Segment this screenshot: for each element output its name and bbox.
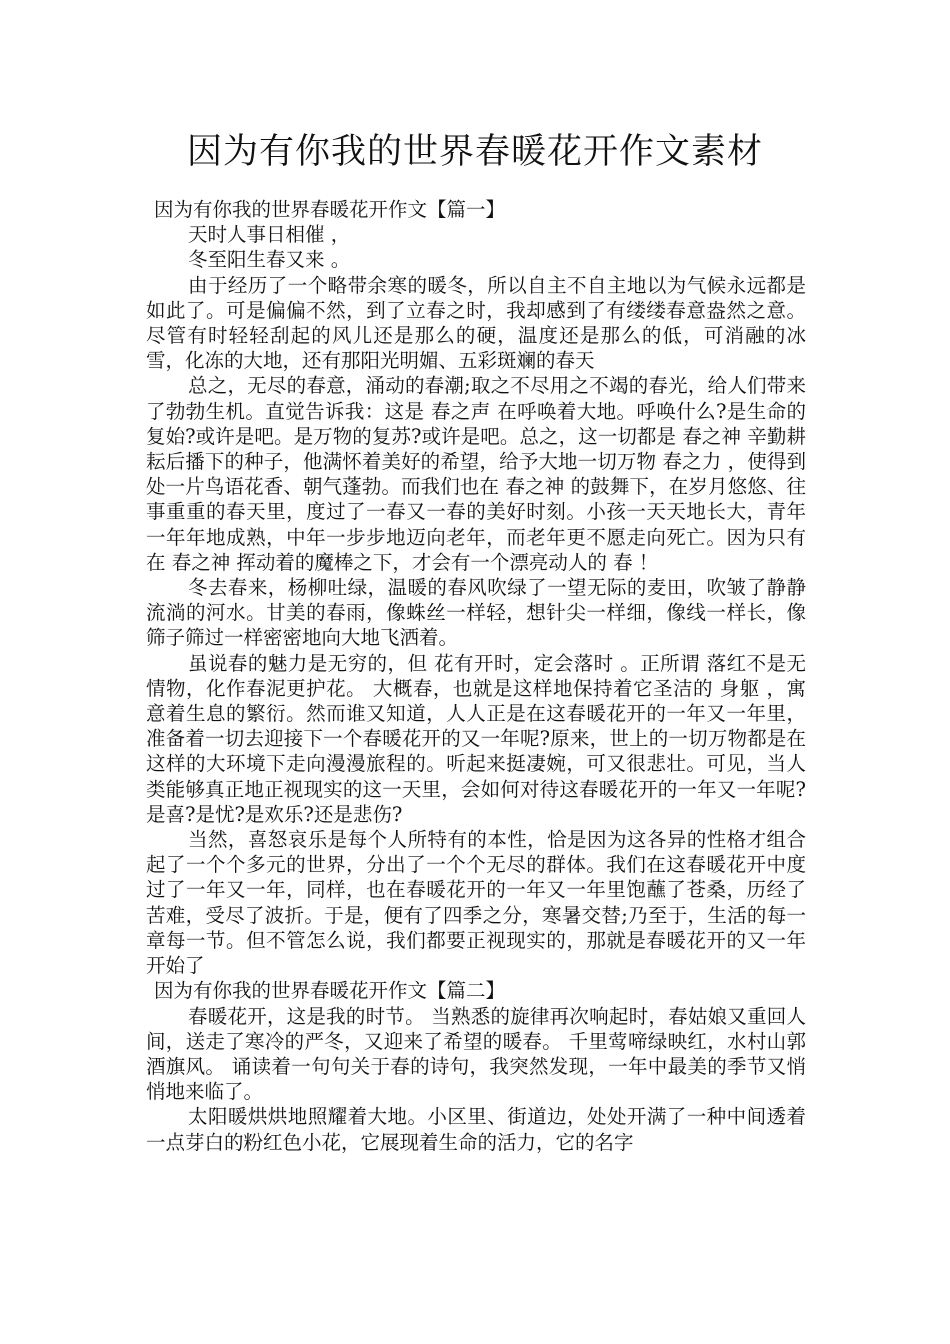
section-heading: 因为有你我的世界春暖花开作文【篇二】 bbox=[154, 979, 506, 1003]
paragraph: 由于经历了一个略带余寒的暖冬，所以自主不自主地以为气候永远都是如此了。可是偏偏不然，到了立春之时，我却感到了有缕缕春意盎然之意。尽管有时轻轻刮起的风儿还是那么的硬，温度还是那么的低，可消融的冰雪，化冻的大地，还有那阳光明媚、五彩斑斓的春天 bbox=[146, 273, 806, 373]
verse-line: 天时人事日相催 ， bbox=[188, 223, 351, 247]
paragraph: 虽说春的魅力是无穷的，但 花有开时，定会落时 。正所谓 落红不是无情物，化作春泥更护花。 大概春，也就是这样地保持着它圣洁的 身躯 ，寓意着生息的繁衍。然而谁又知道，人人正是在这春暖花开的一年又一年里，准备着一切去迎接下一个春暖花开的又一年呢?原来，世上的一切万物都是在这样的大环境下走向漫漫旅程的。听起来挺凄婉，可又很悲壮。可见，当人类能够真正地正视现实的这一天里，会如何对待这春暖花开的一年又一年呢?是喜?是忧?是欢乐?还是悲伤? bbox=[146, 651, 806, 826]
document-body bbox=[146, 197, 806, 1155]
paragraph: 当然，喜怒哀乐是每个人所特有的本性，恰是因为这各异的性格才组合起了一个个多元的世界，分出了一个个无尽的群体。我们在这春暖花开中度过了一年又一年，同样，也在春暖花开的一年又一年里饱蘸了苍桑，历经了苦难，受尽了波折。于是，便有了四季之分，寒暑交替;乃至于，生活的每一章每一节。但不管怎么说，我们都要正视现实的，那就是春暖花开的又一年开始了 bbox=[146, 828, 806, 978]
paragraph: 太阳暖烘烘地照耀着大地。小区里、街道边，处处开满了一种中间透着一点芽白的粉红色小花，它展现着生命的活力，它的名字 bbox=[146, 1105, 806, 1154]
paragraph: 冬去春来，杨柳吐绿，温暖的春风吹绿了一望无际的麦田，吹皱了静静流淌的河水。甘美的春雨，像蛛丝一样轻，想针尖一样细，像线一样长，像筛子筛过一样密密地向大地飞洒着。 bbox=[146, 576, 806, 650]
section-heading: 因为有你我的世界春暖花开作文【篇一】 bbox=[154, 198, 506, 221]
verse-line: 冬至阳生春又来 。 bbox=[188, 248, 351, 272]
document-title: 因为有你我的世界春暖花开作文素材 bbox=[186, 132, 763, 172]
paragraph: 总之，无尽的春意，涌动的春潮;取之不尽用之不竭的春光，给人们带来了勃勃生机。直觉告诉我：这是 春之声 在呼唤着大地。呼唤什么?是生命的复始?或许是吧。是万物的复苏?或许是吧。总之，这一切都是 春之神 辛勤耕耘后播下的种子，他满怀着美好的希望，给予大地一切万物 春之力 ，使得到处一片鸟语花香、朝气蓬勃。而我们也在 春之神 的鼓舞下，在岁月悠悠、往事重重的春天里，度过了一春又一春的美好时刻。小孩一天天地长大，青年一年年地成熟，中年一步步地迈向老年，而老年更不愿走向死亡。因为只有在 春之神 挥动着的魔棒之下，才会有一个漂亮动人的 春 ！ bbox=[146, 374, 806, 574]
paragraph: 春暖花开，这是我的时节。 当熟悉的旋律再次响起时，春姑娘又重回人间，送走了寒冷的严冬，又迎来了希望的暖春。 千里莺啼绿映红，水村山郭酒旗风。 诵读着一句句关于春的诗句，我突然发现，一年中最美的季节又悄悄地来临了。 bbox=[146, 1004, 806, 1104]
